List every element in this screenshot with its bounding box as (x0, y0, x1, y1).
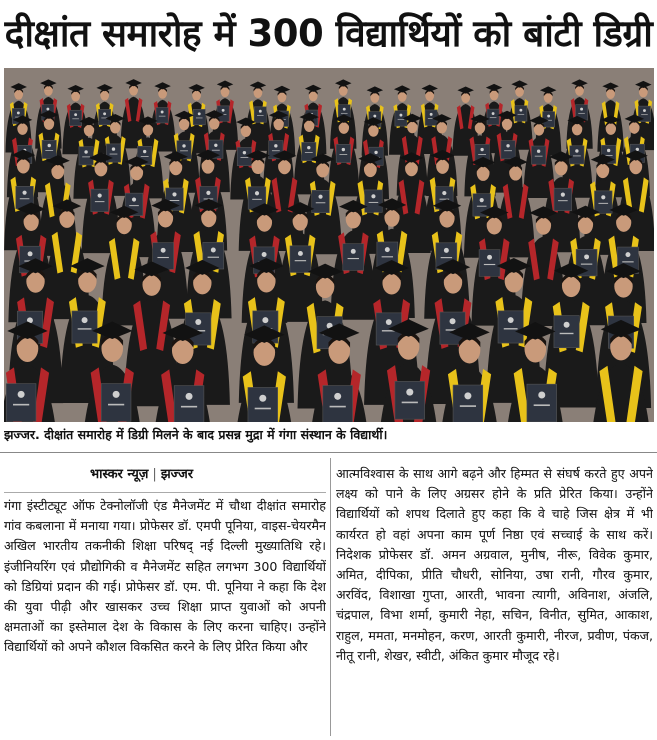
byline-place: झज्जर (160, 467, 194, 482)
article-column-left: गंगा इंस्टीट्यूट ऑफ टेक्नोलॉजी एंड मैनेजमेंट में चौथा दीक्षांत समारोह गांव कबलाना में मनाया गया। प्रोफेसर डॉ. एमपी पूनिया, वाइस-चेयरमैन अखिल भारतीय तकनीकी शिक्षा परिषद् नई दिल्ली मुख्यातिथि रहे। इंजीनियरिंग एवं प्रौद्योगिकी व मैनेजमेंट सहित लगभग 300 विद्यार्थियों को डिग्रियां प्रदान की गई। प्रोफेसर डॉ. एम. पी. पूनिया ने कहा कि देश की युवा पीढ़ी और खासकर उच्च शिक्षा प्राप्त युवाओं को अपनी क्षमताओं का इस्तेमाल देश के विकास के लिए करना चाहिए। उन्होंने विद्यार्थियों को अपने कौशल विकसित करने के लिए प्रेरित किया और (4, 498, 326, 655)
byline-divider (4, 492, 326, 493)
caption-text: दीक्षांत समारोह में डिग्री मिलने के बाद प्रसन्न मुद्रा में गंगा संस्थान के विद्यार्थी। (39, 427, 388, 442)
crowd-illustration (4, 68, 654, 422)
byline-agency: भास्कर न्यूज़ (90, 467, 149, 482)
caption-place: झज्जर. (4, 427, 40, 442)
headline: दीक्षांत समारोह में 300 विद्यार्थियों को बांटी डिग्री (4, 12, 653, 55)
section-divider (0, 452, 657, 453)
byline-separator: | (152, 467, 157, 482)
article-column-right: आत्मविश्वास के साथ आगे बढ़ने और हिम्मत से संघर्ष करते हुए अपने लक्ष्य को पाने के लिए अग्रसर होने के प्रति प्रेरित किया। उन्होंने विद्यार्थियों को शपथ दिलाते हुए कहा कि वे चाहे जिस क्षेत्र में भी कार्यरत हो वहां अपना काम पूर्ण निष्ठा एवं सच्चाई के साथ करें। निदेशक प्रोफेसर डॉ. अमन अग्रवाल, मुनीष, नीरू, विवेक कुमार, अमित, दीपिका, प्रीति चौधरी, सोनिया, उषा रानी, गौरव कुमार, अरविंद, विशाखा गुप्ता, आरती, भावना त्यागी, अविनाश, अंजलि, चंद्रपाल, विभा शर्मा, कुमारी नेहा, सचिन, विनीत, सुमित, आकाश, राहुल, ममता, मनमोहन, करण, आरती कुमारी, नीरज, प्रवीण, पंकज, नीतू रानी, शेखर, स्वीटी, अंकित कुमार मौजूद रहे। (336, 466, 653, 663)
photo-caption (4, 426, 654, 444)
column-divider (330, 458, 331, 736)
byline (90, 464, 193, 482)
graduation-photo (4, 68, 654, 422)
